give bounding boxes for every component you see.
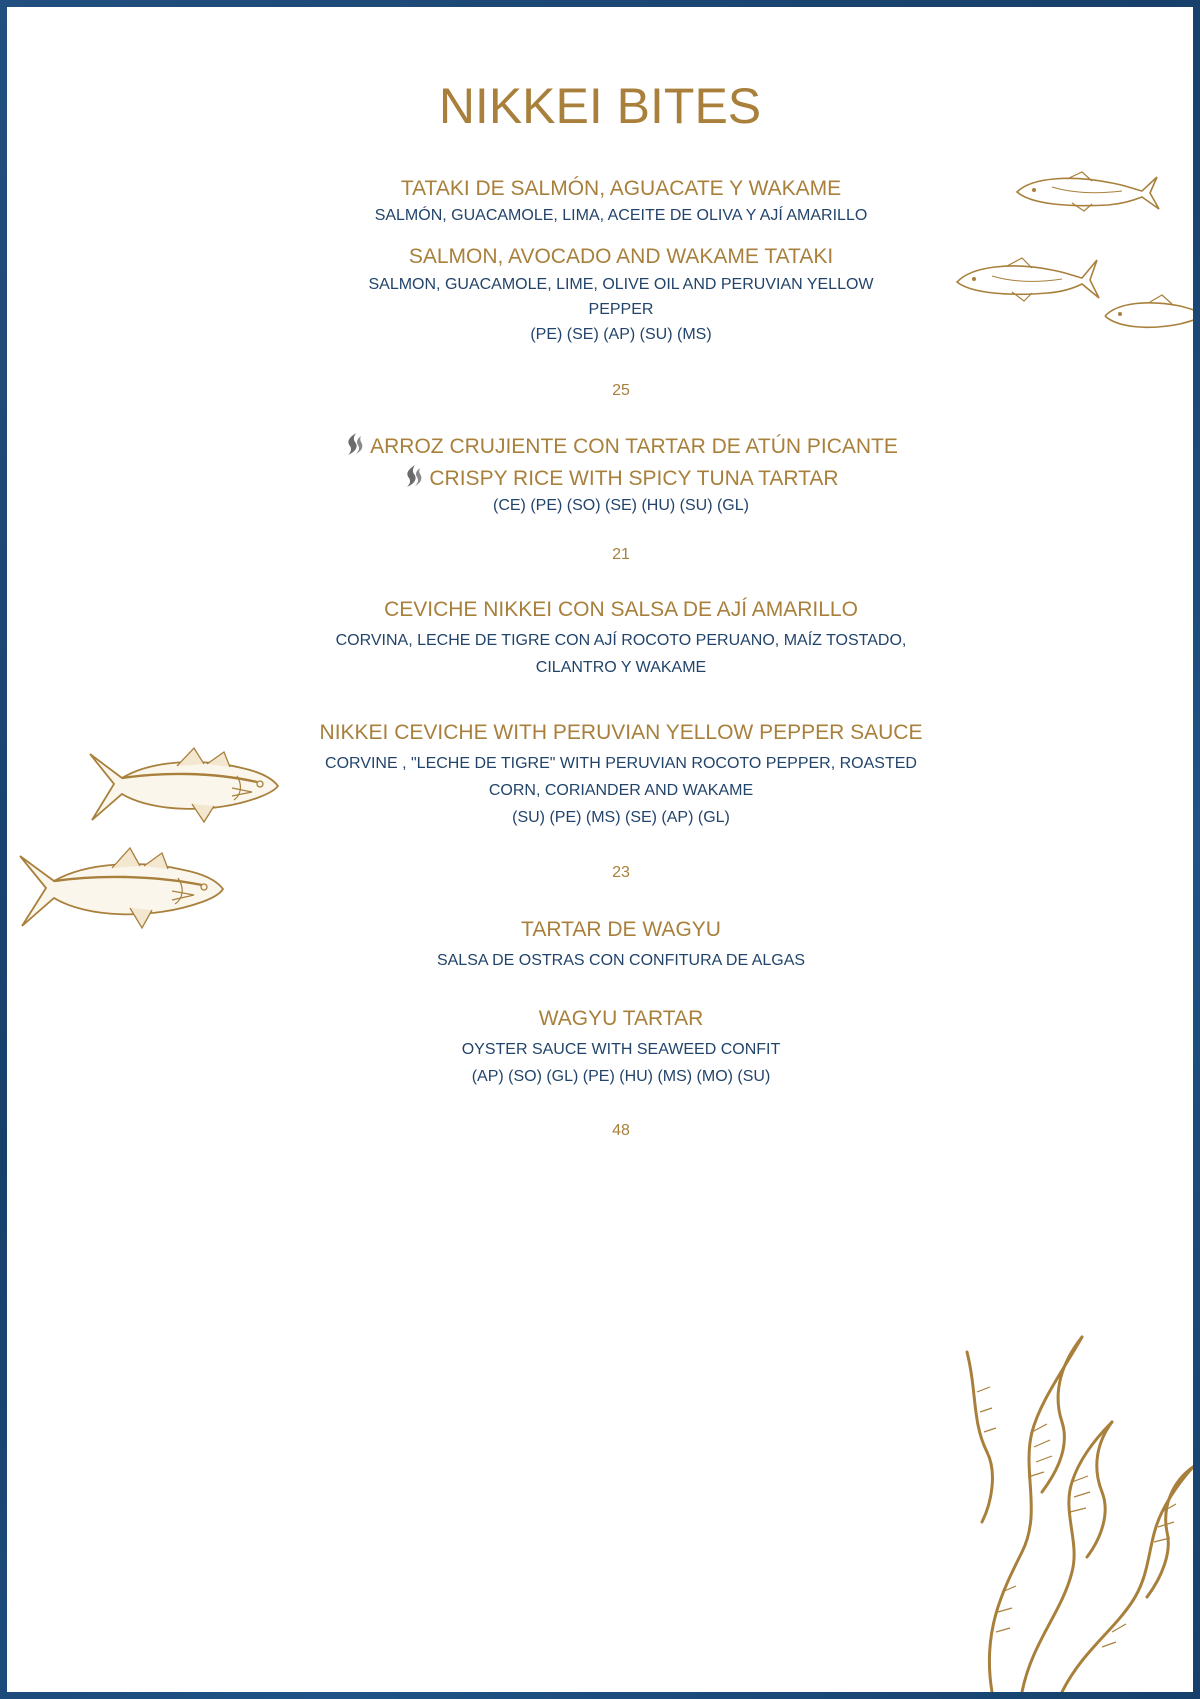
item-4-price: 48 [612,1122,630,1139]
spicy-pepper-icon [403,464,423,496]
item-3-price: 23 [612,864,630,881]
item-4-name-es: TARTAR DE WAGYU [521,918,721,941]
item-2-name-en-line [303,464,939,496]
fish-illustration [82,742,282,832]
item-3-desc-en-2: CORN, CORIANDER AND WAKAME [488,782,754,799]
item-1-name-es: TATAKI DE SALMÓN, AGUACATE Y WAKAME [400,177,842,200]
spicy-pepper-icon [344,432,364,464]
item-2-name-en: CRISPY RICE WITH SPICY TUNA TARTAR [429,467,839,490]
item-1-desc-es: SALMÓN, GUACAMOLE, LIMA, ACEITE DE OLIVA Y AJÍ AMARILLO [374,207,868,224]
fish-illustration [1100,290,1193,340]
menu-page [7,7,1193,1692]
item-2-name-es-line [303,432,939,464]
fish-illustration [12,842,227,937]
item-1-name-en: SALMON, AVOCADO AND WAKAME TATAKI [408,245,834,268]
item-2-allergens: (CE) (PE) (SO) (SE) (HU) (SU) (GL) [493,497,749,514]
item-3-desc-es-2: CILANTRO Y WAKAME [535,659,707,676]
item-3-allergens: (SU) (PE) (MS) (SE) (AP) (GL) [512,809,730,826]
item-3-name-en: NIKKEI CEVICHE WITH PERUVIAN YELLOW PEPPER SAUCE [319,721,923,744]
item-2-price: 21 [612,546,630,563]
item-4-desc-es: SALSA DE OSTRAS CON CONFITURA DE ALGAS [436,952,806,969]
item-4-desc-en: OYSTER SAUCE WITH SEAWEED CONFIT [461,1041,781,1058]
item-1-allergens: (PE) (SE) (AP) (SU) (MS) [530,326,712,343]
fish-illustration [952,252,1102,307]
seaweed-illustration [962,1332,1193,1692]
item-1-desc-en-2: PEPPER [588,301,654,318]
item-3-desc-en-1: CORVINE , "LECHE DE TIGRE" WITH PERUVIAN ROCOTO PEPPER, ROASTED [325,755,917,772]
fish-illustration [1012,167,1162,217]
item-4-allergens: (AP) (SO) (GL) (PE) (HU) (MS) (MO) (SU) [471,1068,771,1085]
page-title: NIKKEI BITES [438,78,762,134]
item-1-price: 25 [612,382,630,399]
item-4-name-en: WAGYU TARTAR [538,1007,704,1030]
item-2-name-es: ARROZ CRUJIENTE CON TARTAR DE ATÚN PICANTE [370,435,898,458]
item-1-desc-en-1: SALMON, GUACAMOLE, LIME, OLIVE OIL AND PERUVIAN YELLOW [368,276,874,293]
item-3-desc-es-1: CORVINA, LECHE DE TIGRE CON AJÍ ROCOTO PERUANO, MAÍZ TOSTADO, [335,632,907,649]
item-3-name-es: CEVICHE NIKKEI CON SALSA DE AJÍ AMARILLO [384,598,858,621]
